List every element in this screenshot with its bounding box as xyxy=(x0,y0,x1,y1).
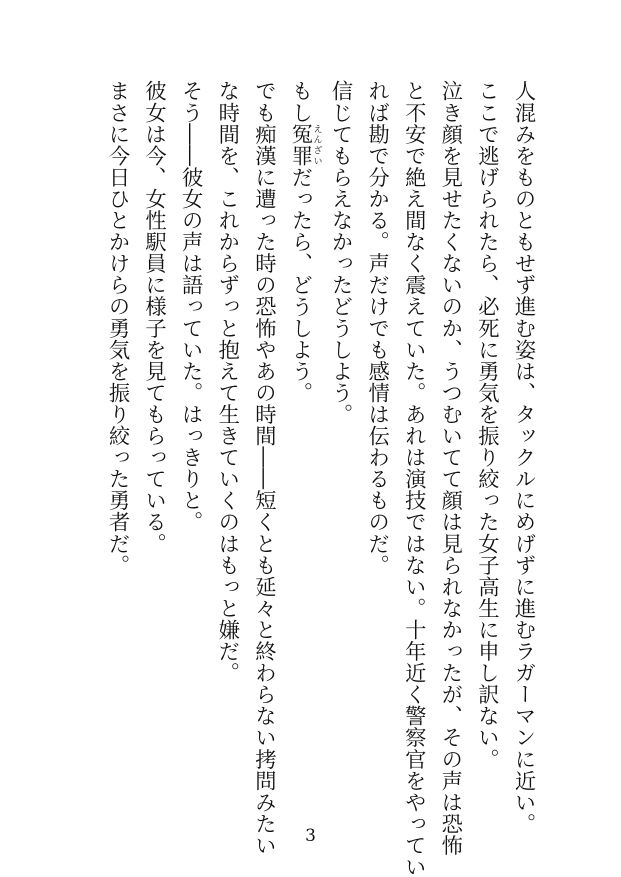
text-line: 人混みをものともせず進む姿は、タックルにめげずに進むラガーマンに近い。 xyxy=(511,80,536,835)
ruby-base: 冤罪 xyxy=(287,123,313,167)
text-line: 泣き顔を見せたくないのか、うつむいてて顔は見られなかったが、その声は恐怖 xyxy=(437,80,463,856)
page-number: 3 xyxy=(305,826,316,846)
text-line: 彼女は今、女性駅員に様子を見てもらっている。 xyxy=(141,80,167,555)
text-line: まさに今日ひとかけらの勇気を振り絞った勇者だ。 xyxy=(104,80,130,576)
text-line: と不安で絶え間なく震えていた。あれは演技ではない。十年近く警察官をやってい xyxy=(401,80,427,877)
text-line: れば勘で分かる。声だけでも感情は伝わるものだ。 xyxy=(364,80,390,576)
vertical-body-text xyxy=(98,80,541,877)
text-line: な時間を、これからずっと抱えて生きていくのはもっと嫌だ。 xyxy=(214,80,240,684)
ruby-word xyxy=(287,123,322,167)
text-line: でも痴漢に遭った時の恐怖やあの時間――短くとも延々と終わらない拷問みたい xyxy=(251,80,277,856)
ruby-reading: えんざい xyxy=(311,123,322,167)
text-line: そう――彼女の声は語っていた。はっきりと。 xyxy=(178,80,204,533)
text-line: ここで逃げられたら、必死に勇気を振り絞った女子高生に申し訳ない。 xyxy=(474,80,500,770)
text-line-ruby xyxy=(281,80,321,760)
text-line: 信じてもらえなかったどうしよう。 xyxy=(328,80,354,425)
ruby-line-after: だったら、どうしよう。 xyxy=(287,166,313,404)
ruby-line-before: もし xyxy=(287,80,313,124)
